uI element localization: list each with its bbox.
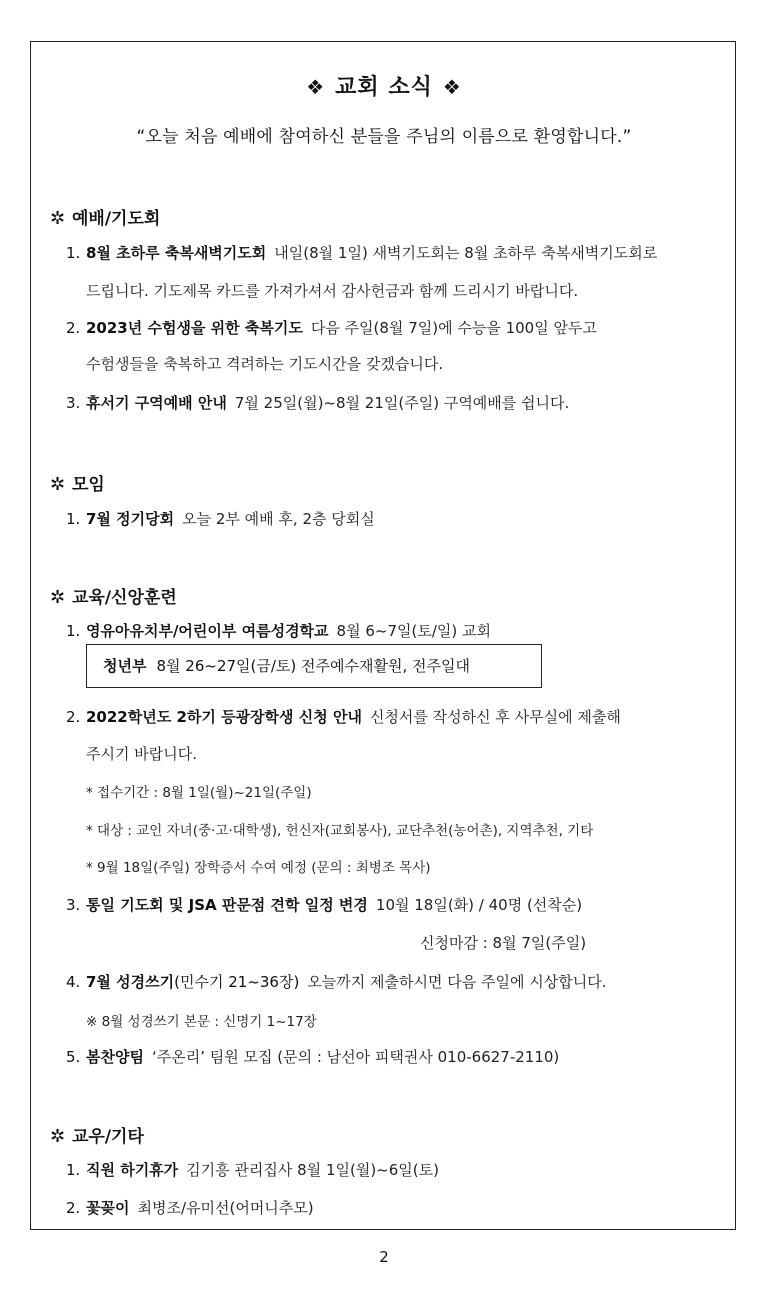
item-title: 휴서기 구역예배 안내 <box>86 394 227 412</box>
item-detail: 다음 주일(8월 7일)에 수능을 100일 앞두고 <box>310 319 597 337</box>
item-title-extra: (민수기 21~36장) <box>174 973 300 991</box>
section-heading-meeting <box>50 470 105 495</box>
item-continuation: 신청마감 : 8월 7일(주일) <box>420 934 587 952</box>
item-title: 통일 기도회 및 JSA 판문점 견학 일정 변경 <box>86 896 368 914</box>
list-item <box>66 971 606 992</box>
item-title: 7월 정기당회 <box>86 510 175 528</box>
item-title: 2023년 수험생을 위한 축복기도 <box>86 319 303 337</box>
list-item <box>66 1159 439 1180</box>
item-number: 2. <box>66 708 81 726</box>
item-number: 1. <box>66 244 81 262</box>
asterisk-icon: ✲ <box>50 1126 66 1147</box>
item-title: 8월 초하루 축복새벽기도회 <box>86 244 267 262</box>
item-number: 2. <box>66 1199 81 1217</box>
box-detail: 8월 26~27일(금/토) 전주예수재활원, 전주일대 <box>156 657 470 675</box>
item-number: 1. <box>66 510 81 528</box>
item-detail: 내일(8월 1일) 새벽기도회는 8월 초하루 축복새벽기도회로 <box>274 244 658 262</box>
item-number: 5. <box>66 1048 81 1066</box>
list-item <box>66 1197 314 1218</box>
youth-department-box <box>86 644 542 688</box>
list-item <box>66 1046 559 1067</box>
list-item <box>66 508 375 529</box>
list-item <box>66 392 569 413</box>
section-heading-text: 교우/기타 <box>72 1127 144 1147</box>
section-heading-text: 교육/신앙훈련 <box>72 588 177 608</box>
list-item <box>66 317 597 338</box>
asterisk-icon: ✲ <box>50 208 66 229</box>
diamond-ornament-icon: ❖ <box>306 75 326 99</box>
list-item <box>66 242 657 263</box>
item-number: 2. <box>66 319 81 337</box>
item-detail: ‘주온리’ 팀원 모집 (문의 : 남선아 피택권사 010-6627-2110) <box>151 1048 560 1066</box>
note-line: * 접수기간 : 8월 1일(월)~21일(주일) <box>86 785 312 801</box>
item-continuation: 주시기 바랍니다. <box>86 745 197 763</box>
item-detail: 김기흥 관리집사 8월 1일(월)~6일(토) <box>186 1161 439 1179</box>
item-detail: 오늘까지 제출하시면 다음 주일에 시상합니다. <box>307 973 607 991</box>
page-title <box>0 70 768 101</box>
section-heading-members <box>50 1122 144 1147</box>
item-title: 2022학년도 2하기 등광장학생 신청 안내 <box>86 708 362 726</box>
section-heading-text: 모임 <box>72 475 105 495</box>
item-continuation: 수험생들을 축복하고 격려하는 기도시간을 갖겠습니다. <box>86 355 444 373</box>
page-title-text: 교회 소식 <box>335 75 433 100</box>
item-title: 영유아유치부/어린이부 여름성경학교 <box>86 622 329 640</box>
item-number: 1. <box>66 1161 81 1179</box>
item-title: 직원 하기휴가 <box>86 1161 179 1179</box>
item-number: 3. <box>66 394 81 412</box>
item-detail: 8월 6~7일(토/일) 교회 <box>336 622 491 640</box>
section-heading-worship <box>50 204 160 229</box>
item-detail: 오늘 2부 예배 후, 2층 당회실 <box>182 510 375 528</box>
section-heading-education <box>50 583 177 608</box>
section-heading-text: 예배/기도회 <box>72 209 161 229</box>
list-item <box>66 620 491 641</box>
item-detail: 7월 25일(월)~8월 21일(주일) 구역예배를 쉽니다. <box>234 394 570 412</box>
note-line: ※ 8월 성경쓰기 본문 : 신명기 1~17장 <box>86 1014 317 1030</box>
list-item <box>66 706 621 727</box>
item-number: 3. <box>66 896 81 914</box>
item-title: 7월 성경쓰기 <box>86 973 175 991</box>
diamond-ornament-icon: ❖ <box>442 75 462 99</box>
item-title: 꽃꽂이 <box>86 1199 130 1217</box>
item-number: 4. <box>66 973 81 991</box>
item-detail: 최병조/유미선(어머니추모) <box>137 1199 314 1217</box>
asterisk-icon: ✲ <box>50 474 66 495</box>
note-line: * 9월 18일(주일) 장학증서 수여 예정 (문의 : 최병조 목사) <box>86 860 431 876</box>
page-number: 2 <box>379 1248 389 1266</box>
box-title: 청년부 <box>103 657 147 675</box>
item-title: 봄찬양팀 <box>86 1048 144 1066</box>
item-detail: 신청서를 작성하신 후 사무실에 제출해 <box>369 708 621 726</box>
item-number: 1. <box>66 622 81 640</box>
item-continuation: 드립니다. 기도제목 카드를 가져가셔서 감사헌금과 함께 드리시기 바랍니다. <box>86 282 579 300</box>
note-line: * 대상 : 교인 자녀(중·고·대학생), 헌신자(교회봉사), 교단추천(농어촌), 지역추천, 기타 <box>86 823 594 839</box>
welcome-message: “오늘 처음 예배에 참여하신 분들을 주님의 이름으로 환영합니다.” <box>136 127 632 147</box>
item-detail: 10월 18일(화) / 40명 (선착순) <box>375 896 583 914</box>
list-item <box>66 894 582 915</box>
asterisk-icon: ✲ <box>50 587 66 608</box>
